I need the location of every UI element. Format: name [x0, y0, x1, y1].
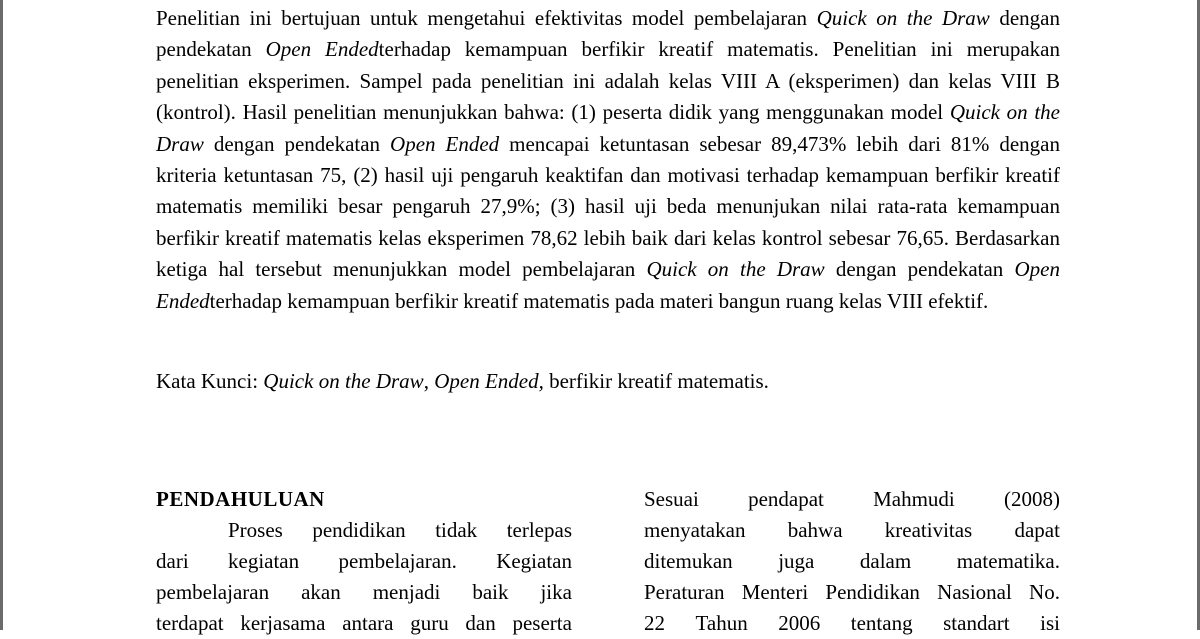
- word: juga: [778, 549, 815, 573]
- word: akan: [301, 580, 341, 604]
- left-line-1: [156, 515, 572, 546]
- right-line-4: [644, 577, 1060, 608]
- abstract-text-2: dengan pendekatan: [156, 6, 1060, 62]
- intro-right-column: [644, 484, 1060, 639]
- abstract-model-2: Quick on the Draw: [156, 100, 1060, 156]
- word: Tahun: [695, 611, 748, 635]
- word: Peraturan: [644, 580, 725, 604]
- word: pendidikan: [312, 518, 406, 542]
- word: dan: [465, 611, 496, 635]
- word: menyatakan: [644, 518, 746, 542]
- intro-left-column: [156, 484, 572, 639]
- abstract-text-4: dengan pendekatan: [203, 131, 391, 156]
- word: antara: [342, 611, 394, 635]
- word: kreativitas: [884, 518, 973, 542]
- word: (2008): [1004, 487, 1060, 511]
- abstract-text-1: Penelitian ini bertujuan untuk mengetahui efektivitas model pembelajaran: [156, 6, 808, 30]
- abstract-approach-2: Open Ended: [390, 131, 500, 156]
- right-line-3: [644, 546, 1060, 577]
- abstract-text-7: terhadap kemampuan berfikir kreatif matematis pada materi bangun ruang kelas VIII efektif.: [209, 288, 989, 313]
- word: matematika.: [956, 549, 1060, 573]
- keywords-label: Kata Kunci:: [156, 369, 264, 393]
- word: pendapat: [748, 487, 824, 511]
- abstract: [156, 3, 1060, 317]
- right-line-2: [644, 515, 1060, 546]
- word: Pendidikan: [825, 580, 920, 604]
- section-heading: PENDAHULUAN: [156, 487, 325, 511]
- word: kerjasama: [240, 611, 326, 635]
- abstract-paragraph: [156, 3, 1060, 317]
- word: kegiatan: [228, 549, 300, 573]
- word: Nasional: [937, 580, 1012, 604]
- keywords-line: [156, 366, 769, 397]
- word: peserta: [512, 611, 572, 635]
- word: No.: [1029, 580, 1060, 604]
- word: 2006: [778, 611, 821, 635]
- word: Sesuai: [644, 487, 699, 511]
- word: pembelajaran: [156, 580, 270, 604]
- word: 22: [644, 611, 665, 635]
- word: menjadi: [372, 580, 441, 604]
- word: Menteri: [741, 580, 809, 604]
- left-line-2: [156, 546, 572, 577]
- word: dalam: [859, 549, 912, 573]
- word: guru: [410, 611, 449, 635]
- word: terlepas: [506, 518, 572, 542]
- word: Kegiatan: [496, 549, 572, 573]
- word: tidak: [435, 518, 478, 542]
- word: ditemukan: [644, 549, 733, 573]
- word: Proses: [228, 518, 283, 542]
- right-line-1: [644, 484, 1060, 515]
- word: Mahmudi: [873, 487, 955, 511]
- abstract-text-5: mencapai ketuntasan sebesar 89,473% lebih dari 81% dengan kriteria ketuntasan 75, (2) hasil uji pengaruh keaktifan dan motivasi terhadap kemampuan berfikir kreatif matematis memiliki besar pengaruh 27,9%; (3) hasil uji beda menunjukan nilai rata-rata kemampuan berfikir kreatif matematis kelas eksperimen 78,62 lebih baik dari kelas kontrol sebesar 76,65. Berdasarkan ketiga hal tersebut menunjukkan model pembelajaran: [156, 131, 1060, 282]
- abstract-model-1: Quick on the Draw: [816, 6, 990, 30]
- keyword-separator: ,: [423, 369, 435, 393]
- left-edge-border: [0, 0, 3, 630]
- word: terdapat: [156, 611, 224, 635]
- word: standart: [943, 611, 1010, 635]
- word: bahwa: [787, 518, 843, 542]
- word: isi: [1040, 611, 1060, 635]
- left-line-3: [156, 577, 572, 608]
- word: tentang: [850, 611, 913, 635]
- keyword-3: berfikir kreatif matematis.: [543, 369, 769, 393]
- word: dari: [156, 549, 189, 573]
- keyword-1: Quick on the Draw: [263, 369, 424, 393]
- word: jika: [540, 580, 572, 604]
- abstract-text-6: dengan pendekatan: [824, 257, 1015, 282]
- word: baik: [472, 580, 509, 604]
- abstract-text-3: terhadap kemampuan berfikir kreatif matematis. Penelitian ini merupakan penelitian eksperimen. Sampel pada penelitian ini adalah kelas VIII A (eksperimen) dan kelas VIII B (kontrol). Hasil penelitian menunjukkan bahwa: (1) peserta didik yang menggunakan model: [156, 37, 1061, 125]
- keyword-2: Open Ended,: [434, 369, 544, 393]
- abstract-approach-3: Open Ended: [156, 257, 1060, 313]
- abstract-approach-1: Open Ended: [265, 37, 379, 62]
- left-line-4: [156, 608, 572, 639]
- word: dapat: [1014, 518, 1060, 542]
- word: pembelajaran.: [338, 549, 457, 573]
- right-line-5: [644, 608, 1060, 639]
- abstract-model-3: Quick on the Draw: [646, 257, 825, 282]
